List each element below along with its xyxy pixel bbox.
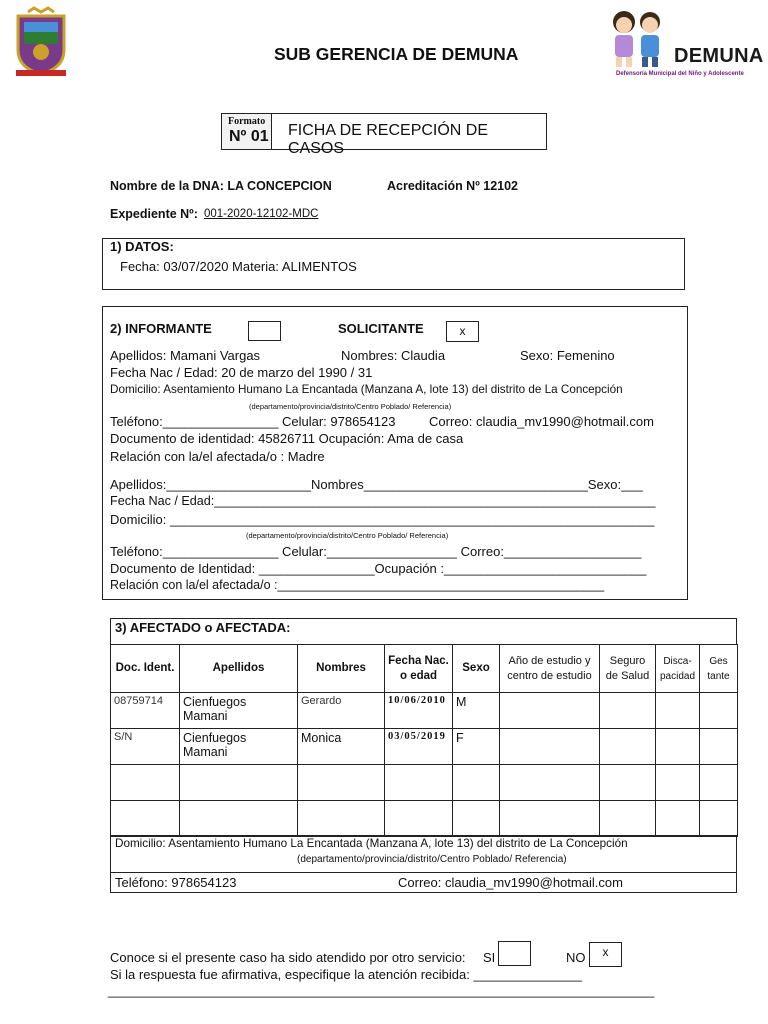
- informante-nombres: Nombres: Claudia: [341, 348, 446, 363]
- accreditation: Acreditación Nº 12102: [387, 179, 519, 193]
- afectado-heading: 3) AFECTADO o AFECTADA:: [115, 620, 291, 635]
- datos-line: Fecha: 03/07/2020 Materia: ALIMENTOS: [120, 259, 357, 274]
- row-estudio: [500, 693, 600, 729]
- informante-telefono: Teléfono:________________: [110, 414, 279, 429]
- blank-domicilio-line: Domicilio: ___________________________________________________________________: [110, 512, 655, 527]
- other-service-question: Conoce si el presente caso ha sido atendido por otro servicio:: [110, 950, 466, 965]
- informante-apellidos: Apellidos: Mamani Vargas: [110, 348, 261, 363]
- row-fecha: 10/06/2010: [385, 693, 453, 729]
- afectado-correo: Correo: claudia_mv1990@hotmail.com: [398, 875, 623, 890]
- table-header-row: [111, 645, 738, 693]
- afectado-domicilio-hint: (departamento/provincia/distrito/Centro Poblado/ Referencia): [297, 854, 567, 865]
- format-label: Formato: [228, 116, 266, 127]
- row-sexo: M: [453, 693, 500, 729]
- solicitante-label: SOLICITANTE: [338, 321, 424, 336]
- no-checkbox[interactable]: x: [589, 942, 622, 967]
- table-row-empty: [111, 801, 738, 837]
- no-label: NO: [566, 950, 586, 965]
- si-label: SI: [483, 950, 496, 965]
- table-row: [111, 693, 738, 729]
- demuna-logo: [606, 8, 764, 88]
- informante-correo: Correo: claudia_mv1990@hotmail.com: [429, 414, 654, 429]
- informante-sexo: Sexo: Femenino: [520, 348, 615, 363]
- blank-domicilio-hint: (departamento/provincia/distrito/Centro Poblado/ Referencia): [246, 531, 449, 540]
- col-nombres: Nombres: [298, 645, 385, 693]
- row-discapacidad: [656, 693, 700, 729]
- expediente-value: 001-2020-12102-MDC: [204, 208, 319, 220]
- afectado-domicilio-box: [110, 835, 737, 873]
- afectado-table: [110, 644, 738, 837]
- row-apellidos: Cienfuegos Mamani: [180, 729, 298, 765]
- blank-telefono-line: Teléfono:________________ Celular:__________________ Correo:___________________: [110, 544, 642, 559]
- format-box: [221, 113, 547, 157]
- table-row-empty: [111, 765, 738, 801]
- format-number: Nº 01: [229, 128, 269, 145]
- row-apellidos: Cienfuegos Mamani: [180, 693, 298, 729]
- table-row: [111, 729, 738, 765]
- dna-name: Nombre de la DNA: LA CONCEPCION: [110, 179, 332, 193]
- row-seguro: [600, 693, 656, 729]
- blank-documento-line: Documento de Identidad: ________________Ocupación :____________________________: [110, 561, 647, 576]
- row-gestante: [700, 729, 738, 765]
- blank-relacion-line: Relación con la/el afectada/o :_______________________________________________: [110, 578, 605, 592]
- page-title: SUB GERENCIA DE DEMUNA: [274, 44, 519, 64]
- informante-relacion: Relación con la/el afectada/o : Madre: [110, 449, 325, 464]
- informante-domicilio-hint: (departamento/provincia/distrito/Centro Poblado/ Referencia): [249, 402, 452, 411]
- row-doc: S/N: [111, 729, 180, 765]
- row-discapacidad: [656, 729, 700, 765]
- informante-heading: 2) INFORMANTE: [110, 321, 212, 336]
- row-doc: 08759714: [111, 693, 180, 729]
- blank-apellidos-line: Apellidos:____________________Nombres_______________________________Sexo:___: [110, 477, 643, 492]
- expediente-label: Expediente Nº:: [110, 207, 198, 221]
- form-title: FICHA DE RECEPCIÓN DE CASOS: [288, 122, 489, 157]
- col-estudio: Año de estudio y centro de estudio: [500, 645, 600, 693]
- informante-checkbox[interactable]: [248, 321, 281, 341]
- afectado-telefono: Teléfono: 978654123: [115, 875, 237, 890]
- datos-heading: 1) DATOS:: [110, 239, 174, 254]
- afectado-heading-box: [110, 618, 737, 645]
- format-number-cell: [222, 114, 272, 149]
- si-checkbox[interactable]: [498, 941, 531, 966]
- blank-fecha-line: Fecha Nac / Edad:_______________________________________________________________: [110, 494, 656, 508]
- datos-section: [102, 238, 685, 290]
- col-discapacidad: Disca-pacidad: [656, 645, 700, 693]
- row-seguro: [600, 729, 656, 765]
- col-fecha-nac: Fecha Nac. o edad: [385, 645, 453, 693]
- row-fecha: 03/05/2019: [385, 729, 453, 765]
- children-icon: [606, 8, 676, 70]
- col-seguro: Seguro de Salud: [600, 645, 656, 693]
- followup-line: ______________________________________________________________________________: [108, 984, 655, 998]
- row-nombres: Monica: [298, 729, 385, 765]
- informante-fecha-nac: Fecha Nac / Edad: 20 de marzo del 1990 / 31: [110, 365, 373, 380]
- row-gestante: [700, 693, 738, 729]
- logo-subtitle: Defensoría Municipal del Niño y Adolescente: [616, 71, 744, 77]
- afectado-domicilio: Domicilio: Asentamiento Humano La Encantada (Manzana A, lote 13) del distrito de La Concepción: [115, 837, 628, 850]
- followup-question: Si la respuesta fue afirmativa, especifique la atención recibida: _______________: [110, 967, 582, 982]
- row-estudio: [500, 729, 600, 765]
- informante-celular: Celular: 978654123: [282, 414, 396, 429]
- col-sexo: Sexo: [453, 645, 500, 693]
- afectado-contact-box: [110, 872, 737, 893]
- col-apellidos: Apellidos: [180, 645, 298, 693]
- municipal-shield-logo: [12, 6, 70, 78]
- row-sexo: F: [453, 729, 500, 765]
- col-gestante: Ges tante: [700, 645, 738, 693]
- logo-brand-text: DEMUNA: [674, 45, 764, 67]
- col-doc-ident: Doc. Ident.: [111, 645, 180, 693]
- solicitante-checkbox[interactable]: x: [446, 321, 479, 342]
- row-nombres: Gerardo: [298, 693, 385, 729]
- informante-documento: Documento de identidad: 45826711 Ocupación: Ama de casa: [110, 431, 464, 446]
- informante-domicilio: Domicilio: Asentamiento Humano La Encantada (Manzana A, lote 13) del distrito de La Concepción: [110, 383, 623, 396]
